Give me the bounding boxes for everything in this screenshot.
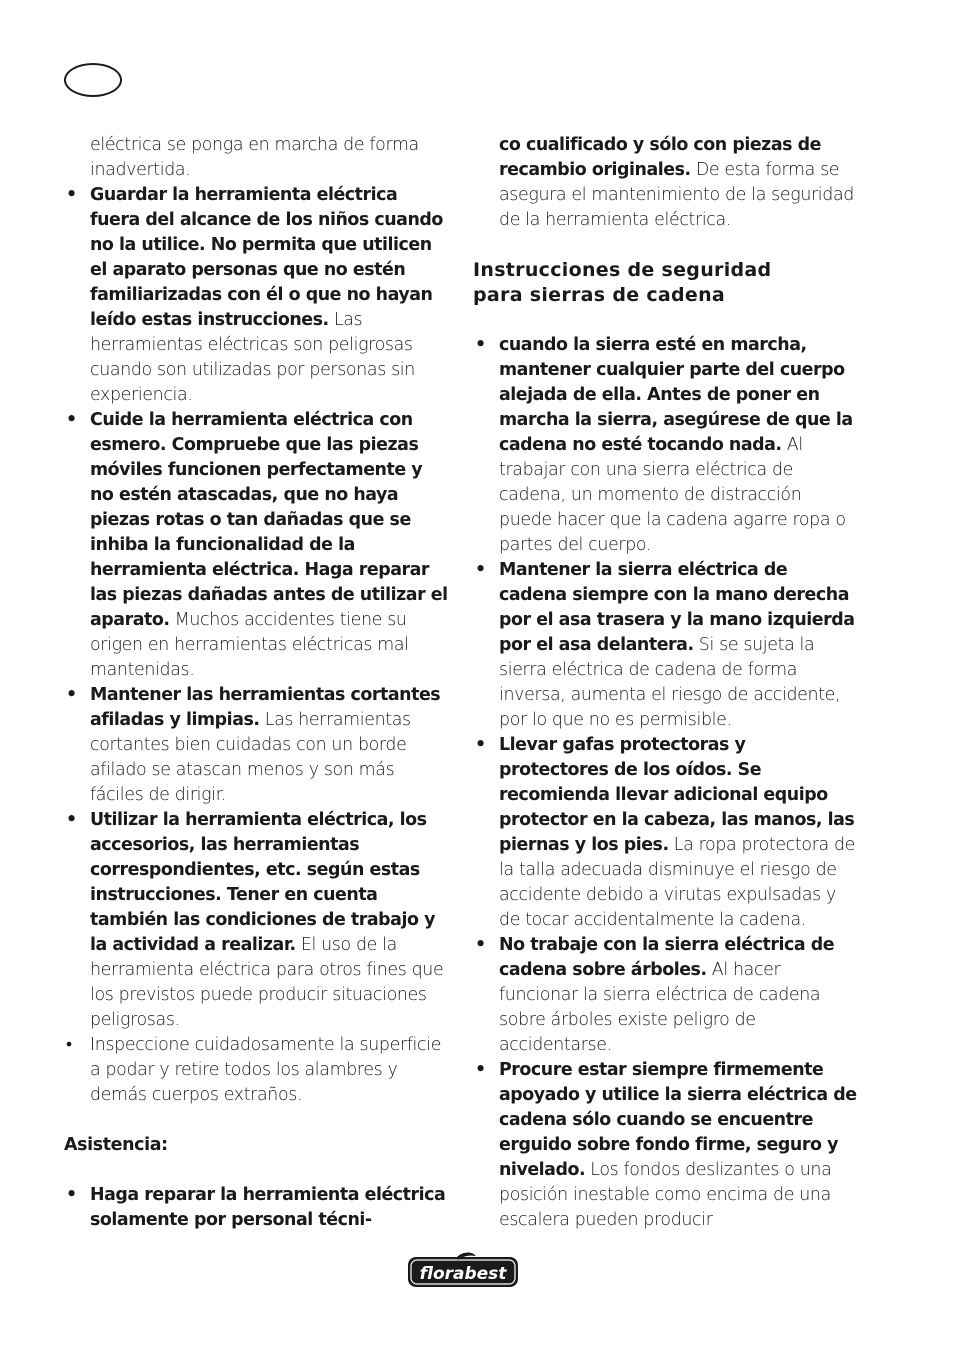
bullet: • — [66, 1185, 77, 1205]
list-item — [64, 183, 449, 408]
left-column — [64, 133, 449, 1233]
list-item — [64, 808, 449, 1033]
language-badge — [64, 63, 122, 97]
item-text: La ropa protectora de la talla adecuada disminuye el riesgo de accidente debido a virutas expulsadas y de tocar accidentalmente la cadena. — [499, 835, 856, 930]
section-title — [473, 258, 858, 308]
assistance-heading: Asistencia: — [64, 1135, 168, 1155]
item-text: Si se sujeta la sierra eléctrica de cadena de forma inversa, aumenta el riesgo de accidente, por lo que no es permisible. — [499, 635, 841, 730]
bullet: • — [475, 1060, 486, 1080]
list-item — [64, 1033, 449, 1108]
bullet: • — [475, 560, 486, 580]
continuation-bold: co cualificado y sólo con piezas de recambio originales. — [499, 135, 821, 180]
item-text: El uso de la herramienta eléctrica para otros fines que los previstos puede producir situaciones peligrosas. — [90, 935, 444, 1030]
item-bold: No trabaje con la sierra eléctrica de cadena sobre árboles. — [499, 935, 835, 980]
bullet: • — [475, 335, 486, 355]
item-text: Al trabajar con una sierra eléctrica de cadena, un momento de distracción puede hacer que la cadena agarre ropa o partes del cuerpo. — [499, 435, 846, 555]
section-title-line2: para sierras de cadena — [473, 284, 726, 306]
item-bold: Guardar la herramienta eléctrica fuera del alcance de los niños cuando no la utilice. No permita que utilicen el aparato personas que no estén familiarizadas con él o que no hayan leído estas instrucciones. — [90, 185, 443, 330]
item-text: Las herramientas cortantes bien cuidadas con un borde afilado se atascan menos y son más fáciles de dirigir. — [90, 710, 411, 805]
item-bold: Mantener las herramientas cortantes afiladas y limpias. — [90, 685, 441, 730]
list-item — [473, 558, 858, 733]
bullet: • — [475, 735, 486, 755]
list-item — [64, 683, 449, 808]
bullet: • — [66, 1035, 72, 1055]
section-title-line1: Instrucciones de seguridad — [473, 259, 772, 281]
list-item — [64, 408, 449, 683]
list-item — [473, 933, 858, 1058]
continuation-normal: De esta forma se asegura el mantenimiento de la seguridad de la herramienta eléctrica. — [499, 160, 854, 230]
item-bold: Procure estar siempre firmemente apoyado y utilice la sierra eléctrica de cadena sólo cuando se encuentre erguido sobre fondo firme, seguro y nivelado. — [499, 1060, 857, 1180]
list-item — [473, 1058, 858, 1233]
right-column — [473, 133, 858, 1233]
bullet: • — [66, 185, 77, 205]
list-item — [64, 1183, 449, 1233]
item-bold: Mantener la sierra eléctrica de cadena siempre con la mano derecha por el asa trasera y la mano izquierda por el asa delantera. — [499, 560, 855, 655]
item-bold: Llevar gafas protectoras y protectores de los oídos. Se recomienda llevar adicional equipo protector en la cabeza, las manos, las piernas y los pies. — [499, 735, 855, 855]
logo-text: florabest — [419, 1264, 507, 1284]
bullet: • — [66, 410, 77, 430]
list-item — [473, 333, 858, 558]
list-item — [473, 733, 858, 933]
item-bold: cuando la sierra esté en marcha, mantener cualquier parte del cuerpo alejada de ella. Antes de poner en marcha la sierra, asegúrese de que la cadena no esté tocando nada. — [499, 335, 853, 455]
item-bold: Cuide la herramienta eléctrica con esmero. Compruebe que las piezas móviles funcionen perfectamente y no estén atascadas, que no haya piezas rotas o tan dañadas que se inhiba la funcionalidad de la herramienta eléctrica. Haga reparar las piezas dañadas antes de utilizar el aparato. — [90, 410, 448, 630]
continuation-text — [473, 133, 858, 233]
item-bold: Utilizar la herramienta eléctrica, los accesorios, las herramientas correspondientes, etc. según estas instrucciones. Tener en cuenta también las condiciones de trabajo y la actividad a realizar. — [90, 810, 435, 955]
item-bold: Haga reparar la herramienta eléctrica solamente por personal técni- — [90, 1185, 446, 1230]
continuation-text: eléctrica se ponga en marcha de forma inadvertida. — [90, 135, 419, 180]
bullet: • — [475, 935, 486, 955]
florabest-logo — [406, 1252, 520, 1290]
item-text: Las herramientas eléctricas son peligrosas cuando son utilizadas por personas sin experiencia. — [90, 310, 415, 405]
item-text: Muchos accidentes tiene su origen en herramientas eléctricas mal mantenidas. — [90, 610, 409, 680]
bullet: • — [66, 685, 77, 705]
item-text: Inspeccione cuidadosamente la superficie a podar y retire todos los alambres y demás cuerpos extraños. — [90, 1035, 442, 1105]
item-text: Al hacer funcionar la sierra eléctrica de cadena sobre árboles existe peligro de accidentarse. — [499, 960, 821, 1055]
bullet: • — [66, 810, 77, 830]
item-text: Los fondos deslizantes o una posición inestable como encima de una escalera pueden producir — [499, 1160, 832, 1230]
